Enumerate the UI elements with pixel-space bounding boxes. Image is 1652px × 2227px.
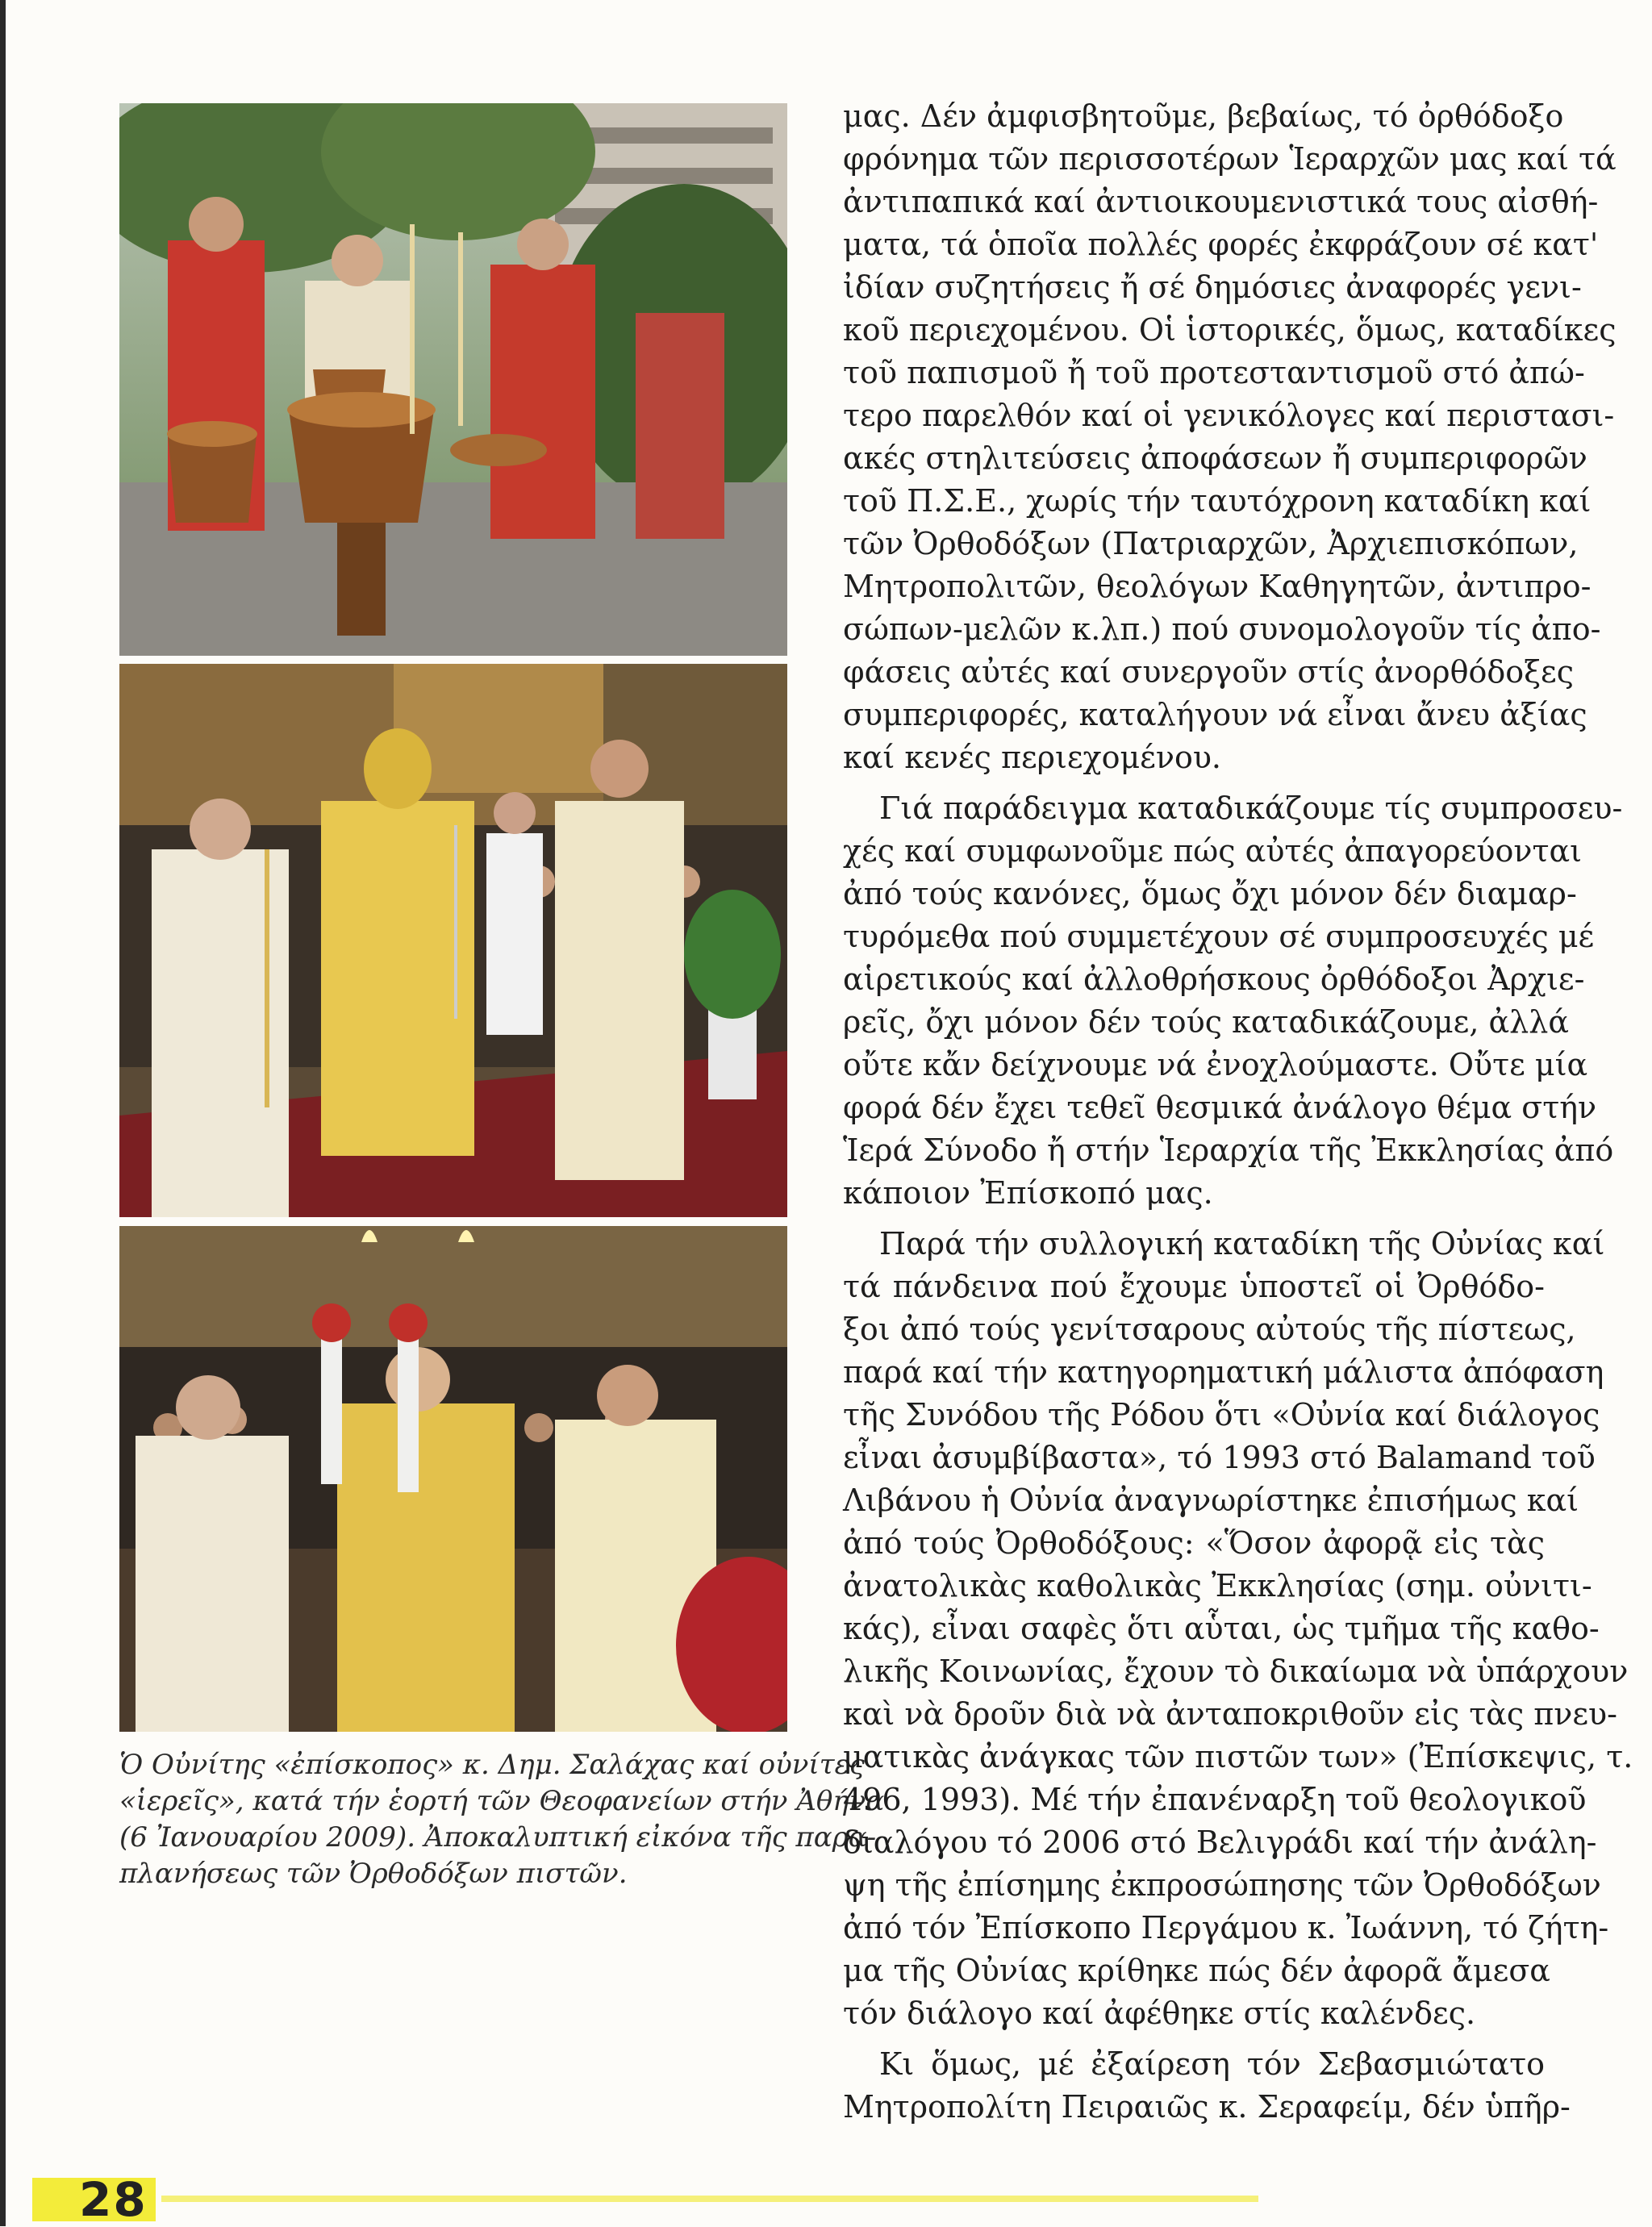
caption-line: πλανήσεως τῶν Ὀρθοδόξων πιστῶν. — [119, 1858, 628, 1890]
body-text-line: Μητροπολιτῶν, θεολόγων Καθηγητῶν, ἀντιπρο- — [843, 569, 1592, 604]
outdoor-blessing-of-waters-photo — [119, 103, 787, 656]
paragraph-gap — [843, 2035, 1545, 2043]
body-text-line: εἶναι ἀσυμβίβαστα», τό 1993 στό Balamand τοῦ — [843, 1440, 1596, 1475]
body-text-line: μας. Δέν ἀμφισβητοῦμε, βεβαίως, τό ὀρθόδοξο — [843, 98, 1564, 134]
body-text-line: αἱρετικούς καί ἀλλοθρήσκους ὀρθόδοξοι Ἀρχιε- — [843, 961, 1585, 997]
body-text-line: ακές στηλιτεύσεις ἀποφάσεων ἤ συμπεριφορῶν — [843, 440, 1587, 476]
body-text-line: ξοι ἀπό τούς γενίτσαρους αὐτούς τῆς πίστεως, — [843, 1312, 1576, 1347]
body-text-line: 496, 1993). Μέ τήν ἐπανέναρξη τοῦ θεολογικοῦ — [843, 1782, 1587, 1817]
article-body-column — [843, 95, 1633, 2129]
body-text-line: κάποιον Ἐπίσκοπό μας. — [843, 1175, 1213, 1211]
body-text-line: Γιά παράδειγμα καταδικάζουμε τίς συμπροσευ- — [879, 790, 1623, 826]
body-text-line: οὔτε κἄν δείχνουμε νά ἐνοχλούμαστε. Οὔτε μία — [843, 1047, 1588, 1082]
footer-rule — [161, 2196, 1258, 2202]
body-text-line: τυρόμεθα πού συμμετέχουν σέ συμπροσευχές μέ — [843, 919, 1595, 954]
body-text-line: σώπων-μελῶν κ.λπ.) πού συνομολογοῦν τίς ἀπο- — [843, 611, 1601, 647]
body-text-line: ρεῖς, ὄχι μόνον δέν τούς καταδικάζουμε, ἀλλά — [843, 1004, 1569, 1040]
caption-line: (6 Ἰανουαρίου 2009). Ἀποκαλυπτική εἰκόνα τῆς παρα- — [119, 1821, 877, 1854]
body-text-line: ψη τῆς ἐπίσημης ἐκπροσώπησης τῶν Ὀρθοδόξων — [843, 1867, 1601, 1903]
body-text-line: Κι ὅμως, μέ ἐξαίρεση τόν Σεβασμιώτατο — [879, 2046, 1545, 2082]
body-text-line: λικῆς Κοινωνίας, ἔχουν τὸ δικαίωμα νὰ ὑπάρχουν — [843, 1654, 1629, 1689]
body-text-line: Μητροπολίτη Πειραιῶς κ. Σεραφείμ, δέν ὑπῆρ- — [843, 2089, 1571, 2125]
body-text-line: παρά καί τήν κατηγορηματική μάλιστα ἀπόφαση — [843, 1354, 1604, 1390]
body-text-line: τοῦ Π.Σ.Ε., χωρίς τήν ταυτόχρονη καταδίκη καί — [843, 483, 1592, 519]
body-text-line: διαλόγου τό 2006 στό Βελιγράδι καί τήν ἀνάλη- — [843, 1825, 1597, 1860]
caption-line: Ὁ Οὐνίτης «ἐπίσκοπος» κ. Δημ. Σαλάχας καί οὐνίτες — [119, 1749, 865, 1781]
caption-line: «ἱερεῖς», κατά τήν ἑορτή τῶν Θεοφανείων στήν Ἀθήνα — [119, 1785, 885, 1817]
body-text-line: μα τῆς Οὐνίας κρίθηκε πώς δέν ἀφορᾶ ἄμεσα — [843, 1953, 1550, 1988]
body-text-line: ἀπό τούς Ὀρθοδόξους: «Ὅσον ἀφορᾷ εἰς τὰς — [843, 1525, 1545, 1561]
bishop-with-clergy-photo — [119, 1226, 787, 1732]
body-text-line: ἰδίαν συζητήσεις ἤ σέ δημόσιες ἀναφορές γενι- — [843, 269, 1582, 305]
body-text-line: κοῦ περιεχομένου. Οἱ ἱστορικές, ὅμως, καταδίκες — [843, 312, 1617, 348]
body-text-line: φάσεις αὐτές καί συνεργοῦν στίς ἀνορθόδοξες — [843, 654, 1575, 690]
body-text-line: ματα, τά ὁποῖα πολλές φορές ἐκφράζουν σέ κατ' — [843, 227, 1599, 262]
body-text-line: κάς), εἶναι σαφὲς ὅτι αὗται, ὡς τμῆμα τῆς καθο- — [843, 1611, 1600, 1646]
body-text-line: ἀντιπαπικά καί ἀντιοικουμενιστικά τους αἰσθή- — [843, 184, 1599, 219]
page-number: 28 — [32, 2178, 156, 2221]
body-text-line: ματικὰς ἀνάγκας τῶν πιστῶν των» (Ἐπίσκεψις, τ. — [843, 1739, 1633, 1775]
body-text-line: φορά δέν ἔχει τεθεῖ θεσμικά ἀνάλογο θέμα στήν — [843, 1090, 1597, 1125]
body-text-line: ἀνατολικὰς καθολικὰς Ἐκκλησίας (σημ. οὐνιτι- — [843, 1568, 1592, 1604]
body-text-line: καὶ νὰ δροῦν διὰ νὰ ἀνταποκριθοῦν εἰς τὰς πνευ- — [843, 1696, 1617, 1732]
body-text-line: τοῦ παπισμοῦ ἤ τοῦ προτεσταντισμοῦ στό ἀπώ- — [843, 355, 1585, 390]
body-text-line: Ἱερά Σύνοδο ἤ στήν Ἱεραρχία τῆς Ἐκκλησίας ἀπό — [843, 1132, 1614, 1168]
paragraph-gap — [843, 1215, 1545, 1223]
body-text-line: συμπεριφορές, καταλήγουν νά εἶναι ἄνευ ἀξίας — [843, 697, 1587, 732]
body-text-line: τά πάνδεινα πού ἔχουμε ὑποστεῖ οἱ Ὀρθόδο- — [843, 1269, 1545, 1304]
photo-caption — [119, 1747, 885, 1892]
body-text-line: Λιβάνου ἡ Οὐνία ἀναγνωρίστηκε ἐπισήμως καί — [843, 1483, 1579, 1518]
body-text-line: τῆς Συνόδου τῆς Ρόδου ὅτι «Οὐνία καί διάλογος — [843, 1397, 1600, 1433]
body-text-line: τῶν Ὀρθοδόξων (Πατριαρχῶν, Ἀρχιεπισκόπων, — [843, 526, 1579, 561]
body-text-line: Παρά τήν συλλογική καταδίκη τῆς Οὐνίας καί — [879, 1226, 1605, 1262]
body-text-line: ἀπό τόν Ἐπίσκοπο Περγάμου κ. Ἰωάννη, τό ζήτη- — [843, 1910, 1609, 1945]
church-interior-service-photo — [119, 664, 787, 1217]
body-text-line: τόν διάλογο καί ἀφέθηκε στίς καλένδες. — [843, 1996, 1476, 2031]
left-edge-rule — [0, 0, 6, 2226]
body-text-line: χές καί συμφωνοῦμε πώς αὐτές ἀπαγορεύονται — [843, 833, 1583, 869]
body-text-line: καί κενές περιεχομένου. — [843, 740, 1222, 775]
body-text-line: ἀπό τούς κανόνες, ὅμως ὄχι μόνον δέν διαμαρ- — [843, 876, 1577, 911]
body-text-line: τερο παρελθόν καί οἱ γενικόλογες καί περιστασι- — [843, 398, 1615, 433]
paragraph-gap — [843, 779, 1545, 787]
body-text-line: φρόνημα τῶν περισσοτέρων Ἱεραρχῶν μας καί τά — [843, 141, 1617, 177]
